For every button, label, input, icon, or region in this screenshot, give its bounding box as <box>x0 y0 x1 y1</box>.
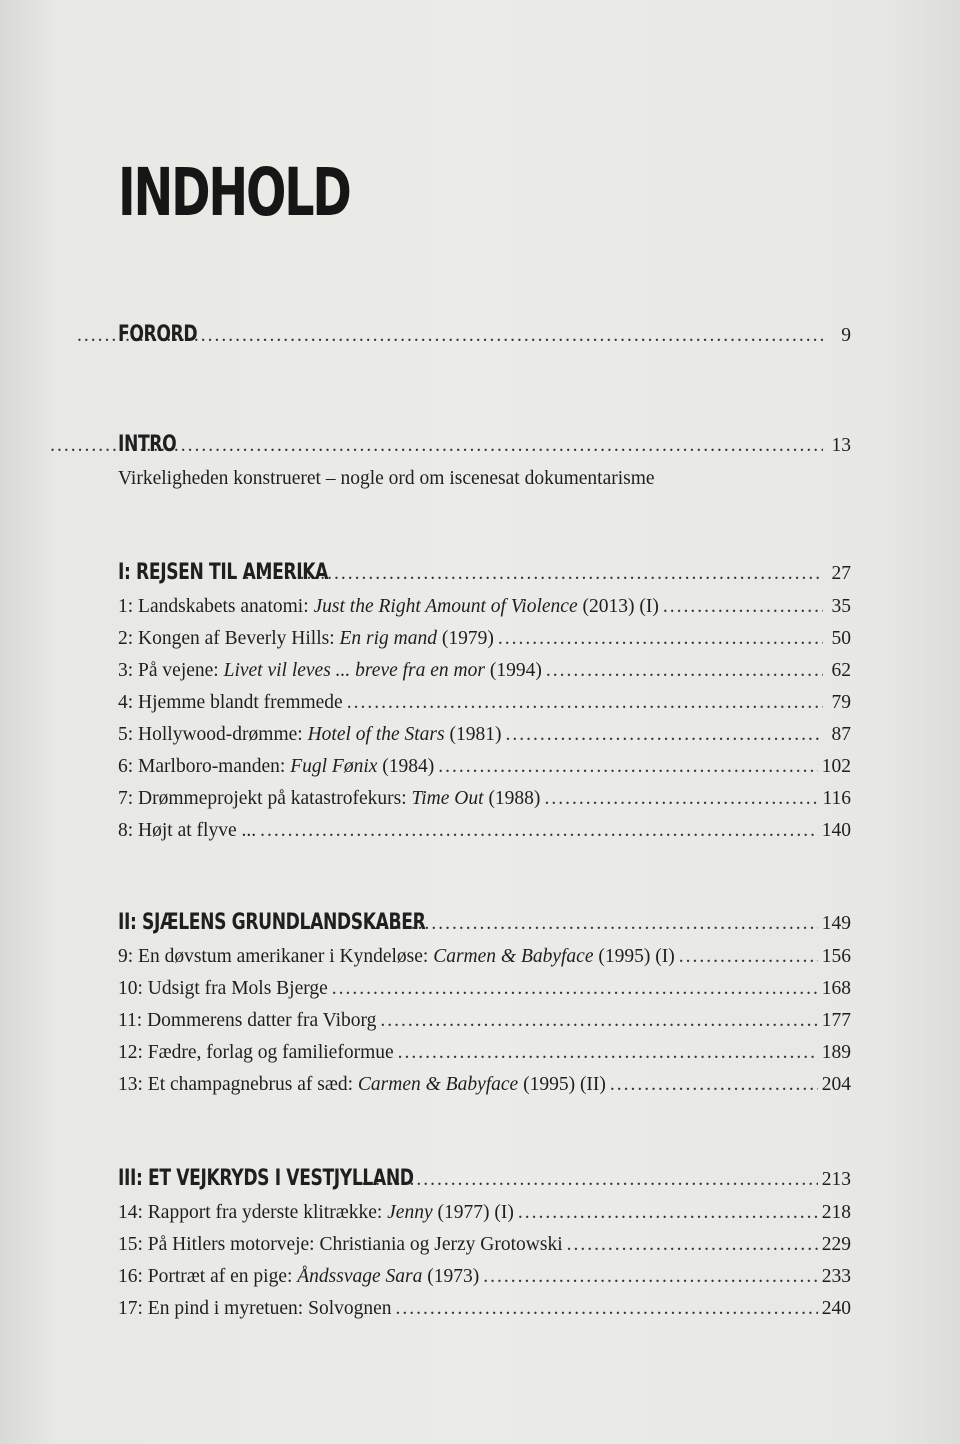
section-label: FORORD <box>118 322 198 347</box>
toc-entry-13[interactable] <box>118 1074 851 1102</box>
leader-dots <box>370 913 818 935</box>
page-number: 168 <box>821 978 851 999</box>
leader-dots <box>506 724 824 746</box>
toc-entry-10[interactable] <box>118 978 851 1006</box>
section-label: I: REJSEN TIL AMERIKA <box>118 560 329 585</box>
entry-label: 4: Hjemme blandt fremmede <box>118 692 343 713</box>
section-label: III: ET VEJKRYDS I VESTJYLLAND <box>118 1166 414 1191</box>
leader-dots <box>398 1042 818 1064</box>
page-number: 13 <box>831 435 851 456</box>
leader-dots <box>498 628 823 650</box>
page-number: 35 <box>831 596 851 617</box>
entry-label: 11: Dommerens datter fra Viborg <box>118 1010 377 1031</box>
entry-label: 14: Rapport fra yderste klitrække: Jenny (1977) (I) <box>118 1202 514 1223</box>
leader-dots <box>544 788 818 810</box>
toc-entry-3[interactable] <box>118 660 851 688</box>
page-number: 87 <box>831 724 851 745</box>
leader-dots <box>610 1074 818 1096</box>
leader-dots <box>546 660 823 682</box>
leader-dots <box>354 1169 817 1191</box>
page-number: 156 <box>821 946 851 967</box>
section-label: II: SJÆLENS GRUNDLANDSKABER <box>118 910 426 935</box>
toc-section-2[interactable] <box>118 910 851 938</box>
leader-dots <box>483 1266 817 1288</box>
toc-entry-2[interactable] <box>118 628 851 656</box>
entry-label: 3: På vejene: Livet vil leves ... breve fra en mor (1994) <box>118 660 542 681</box>
leader-dots <box>347 692 823 714</box>
page-number: 149 <box>821 913 851 934</box>
toc-entry-1[interactable] <box>118 596 851 624</box>
entry-label: 17: En pind i myretuen: Solvognen <box>118 1298 392 1319</box>
toc-section-1[interactable] <box>118 560 851 588</box>
leader-dots <box>567 1234 818 1256</box>
leader-dots <box>260 820 818 842</box>
page-number: 213 <box>821 1169 851 1190</box>
entry-label: 9: En døvstum amerikaner i Kyndeløse: Carmen & Babyface (1995) (I) <box>118 946 675 967</box>
page-number: 102 <box>821 756 851 777</box>
entry-label: 10: Udsigt fra Mols Bjerge <box>118 978 328 999</box>
toc-section-forord[interactable] <box>118 322 851 350</box>
leader-dots <box>679 946 818 968</box>
toc-entry-5[interactable] <box>118 724 851 752</box>
section-label: INTRO <box>118 432 177 457</box>
toc-entry-7[interactable] <box>118 788 851 816</box>
page-number: 233 <box>821 1266 851 1287</box>
entry-label: 12: Fædre, forlag og familieformue <box>118 1042 394 1063</box>
intro-subtitle: Virkeligheden konstrueret – nogle ord om iscenesat dokumentarisme <box>118 468 655 489</box>
page-number: 204 <box>821 1074 851 1095</box>
page-number: 27 <box>831 563 851 584</box>
toc-entry-8[interactable] <box>118 820 851 848</box>
entry-label: 1: Landskabets anatomi: Just the Right Amount of Violence (2013) (I) <box>118 596 659 617</box>
page-number: 177 <box>821 1010 851 1031</box>
toc-entry-11[interactable] <box>118 1010 851 1038</box>
page-number: 240 <box>821 1298 851 1319</box>
page-number: 9 <box>841 325 851 346</box>
leader-dots <box>380 1010 817 1032</box>
entry-label: 13: Et champagnebrus af sæd: Carmen & Babyface (1995) (II) <box>118 1074 606 1095</box>
entry-label: 2: Kongen af Beverly Hills: En rig mand (1979) <box>118 628 494 649</box>
page-number: 79 <box>831 692 851 713</box>
entry-label: 7: Drømmeprojekt på katastrofekurs: Time Out (1988) <box>118 788 541 809</box>
entry-label: 5: Hollywood-drømme: Hotel of the Stars (1981) <box>118 724 502 745</box>
toc-entry-4[interactable] <box>118 692 851 720</box>
toc-section-3[interactable] <box>118 1166 851 1194</box>
toc-entry-17[interactable] <box>118 1298 851 1326</box>
toc-entry-12[interactable] <box>118 1042 851 1070</box>
page-title: INDHOLD <box>118 154 350 231</box>
page-number: 229 <box>821 1234 851 1255</box>
toc-entry-6[interactable] <box>118 756 851 784</box>
toc-entry-16[interactable] <box>118 1266 851 1294</box>
page-number: 218 <box>821 1202 851 1223</box>
toc-entry-15[interactable] <box>118 1234 851 1262</box>
leader-dots <box>245 563 823 585</box>
page-number: 62 <box>831 660 851 681</box>
leader-dots <box>518 1202 818 1224</box>
page-number: 50 <box>831 628 851 649</box>
toc-entry-9[interactable] <box>118 946 851 974</box>
entry-label: 15: På Hitlers motorveje: Christiania og Jerzy Grotowski <box>118 1234 563 1255</box>
entry-label: 8: Højt at flyve ... <box>118 820 257 841</box>
toc-entry-14[interactable] <box>118 1202 851 1230</box>
entry-label: 16: Portræt af en pige: Åndssvage Sara (1973) <box>118 1266 480 1287</box>
leader-dots <box>396 1298 818 1320</box>
toc-section-intro[interactable] <box>118 432 851 460</box>
leader-dots <box>438 756 817 778</box>
leader-dots <box>332 978 818 1000</box>
page-number: 116 <box>822 788 851 809</box>
page-number: 189 <box>821 1042 851 1063</box>
entry-label: 6: Marlboro-manden: Fugl Fønix (1984) <box>118 756 435 777</box>
leader-dots <box>663 596 823 618</box>
page-number: 140 <box>821 820 851 841</box>
